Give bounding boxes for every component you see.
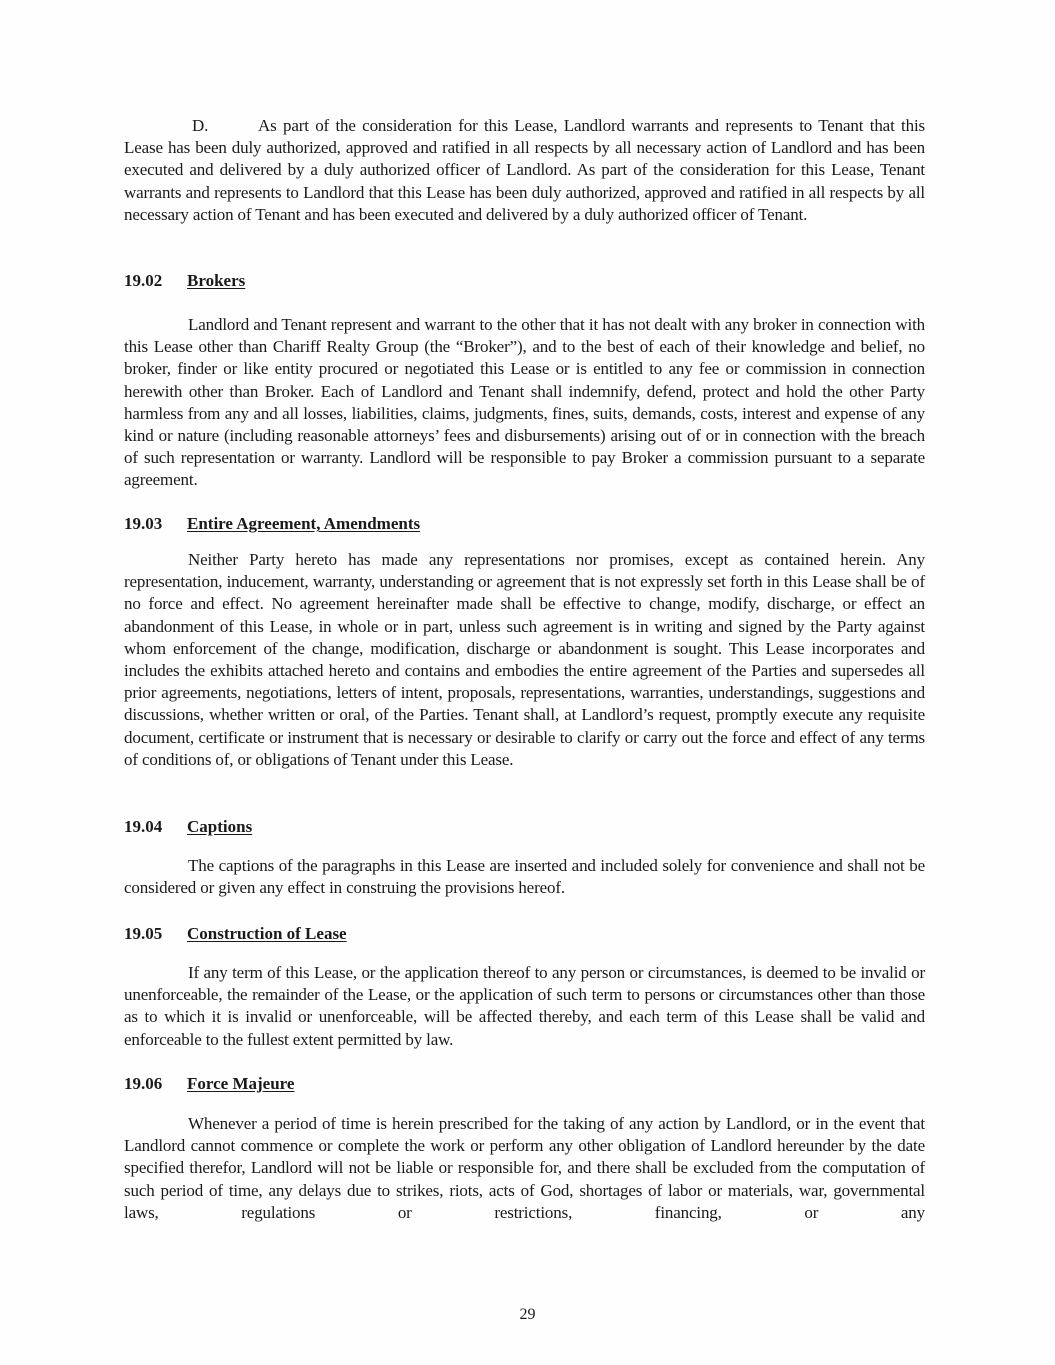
section-heading [124,816,925,838]
section-19-04 [124,816,925,899]
section-body: The captions of the paragraphs in this Lease are inserted and included solely for convenience and shall not be considered or given any effect in construing the provisions hereof. [124,856,925,898]
section-title: Brokers [187,271,246,290]
section-title: Force Majeure [187,1074,295,1093]
section-number: 19.04 [124,817,163,836]
paragraph-d-body: As part of the consideration for this Lease, Landlord warrants and represents to Tenant that this Lease has been duly authorized, approved and ratified in all respects by all necessary action of Landlord and has been executed and delivered by a duly authorized officer of Landlord. As part of the consideration for this Lease, Tenant warrants and represents to Landlord that this Lease has been duly authorized, approved and ratified in all respects by all necessary action of Tenant and has been executed and delivered by a duly authorized officer of Tenant. [124,116,925,224]
section-number: 19.02 [124,271,163,290]
section-19-06 [124,1073,925,1224]
section-title: Entire Agreement, Amendments [187,514,421,533]
section-body: Neither Party hereto has made any representations nor promises, except as contained herein. Any representation, inducement, warranty, understanding or agreement that is not expressly set forth in this Lease shall be of no force and effect. No agreement hereinafter made shall be effective to change, modify, discharge, or effect an abandonment of this Lease, in whole or in part, unless such agreement is in writing and signed by the Party against whom enforcement of the change, modification, discharge or abandonment is sought. This Lease incorporates and includes the exhibits attached hereto and contains and embodies the entire agreement of the Parties and supersedes all prior agreements, negotiations, letters of intent, proposals, representations, warranties, understandings, suggestions and discussions, whether written or oral, of the Parties. Tenant shall, at Landlord’s request, promptly execute any requisite document, certificate or instrument that is necessary or desirable to clarify or carry out the force and effect of any terms of conditions of, or obligations of Tenant under this Lease. [124,550,925,769]
section-body: Landlord and Tenant represent and warrant to the other that it has not dealt with any broker in connection with this Lease other than Chariff Realty Group (the “Broker”), and to the best of each of their knowledge and belief, no broker, finder or like entity procured or negotiated this Lease or is entitled to any fee or commission in connection herewith other than Broker. Each of Landlord and Tenant shall indemnify, defend, protect and hold the other Party harmless from any and all losses, liabilities, claims, judgments, fines, suits, demands, costs, interest and expense of any kind or nature (including reasonable attorneys’ fees and disbursements) arising out of or in connection with the breach of such representation or warranty. Landlord will be responsible to pay Broker a commission pursuant to a separate agreement. [124,315,925,490]
paragraph-d-text [124,115,925,226]
section-19-03 [124,513,925,771]
section-title: Captions [187,817,253,836]
section-heading [124,923,925,945]
section-number: 19.03 [124,514,163,533]
section-body: Whenever a period of time is herein prescribed for the taking of any action by Landlord, or in the event that Landlord cannot commence or complete the work or perform any other obligation of Landlord hereunder by the date specified therefor, Landlord will not be liable or responsible for, and there shall be excluded from the computation of such period of time, any delays due to strikes, riots, acts of God, shortages of labor or materials, war, governmental laws, regulations or restrictions, financing, or any [124,1114,925,1222]
section-number: 19.05 [124,924,163,943]
section-title: Construction of Lease [187,924,347,943]
section-heading [124,270,925,292]
section-number: 19.06 [124,1074,163,1093]
section-body: If any term of this Lease, or the application thereof to any person or circumstances, is deemed to be invalid or unenforceable, the remainder of the Lease, or the application of such term to persons or circumstances other than those as to which it is invalid or unenforceable, will be affected thereby, and each term of this Lease shall be valid and enforceable to the fullest extent permitted by law. [124,963,925,1049]
section-19-02 [124,270,925,492]
paragraph-d [124,115,925,226]
section-heading [124,1073,925,1095]
page-number: 29 [519,1306,536,1323]
section-heading [124,513,925,535]
section-19-05 [124,923,925,1051]
paragraph-d-label: D. [192,116,209,135]
